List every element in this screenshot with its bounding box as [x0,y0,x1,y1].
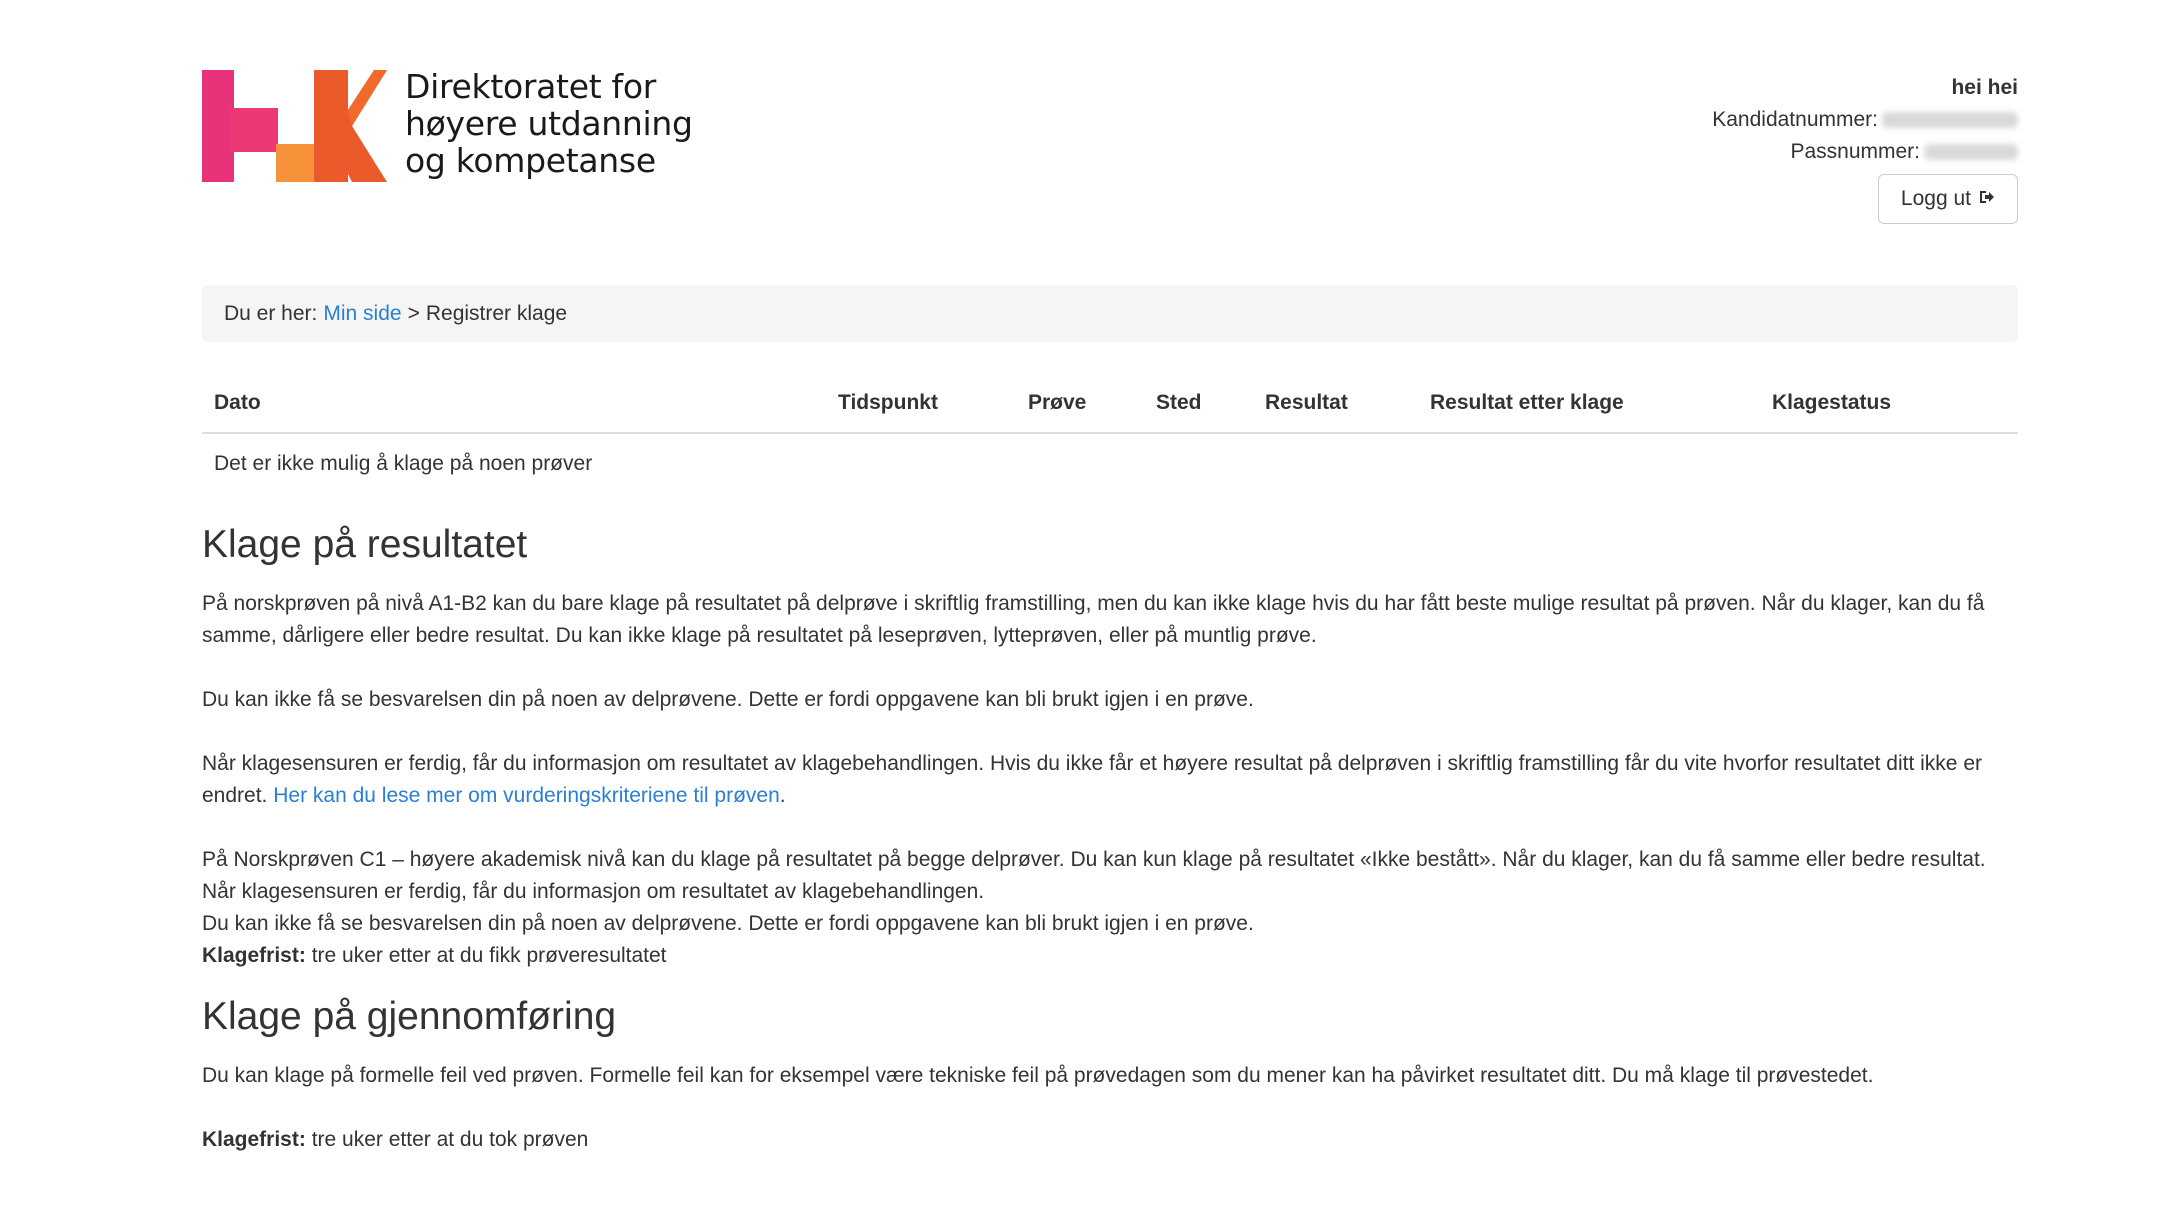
page-container [202,0,2018,1151]
passport-number-redacted [1924,144,2018,160]
result-paragraph-5: Du kan ikke få se besvarelsen din på noen av delprøvene. Dette er fordi oppgavene kan bli brukt igjen i en prøve. [202,912,1254,935]
result-paragraph-4: På Norskprøven C1 – høyere akademisk nivå kan du klage på resultatet på begge delprøver. Du kan kun klage på resultatet «Ikke bestått». Når du klager, kan du få samme eller bedre resultat. Når klagesensuren er ferdig, får du informasjon om resultatet av klagebehandlingen. [202,848,1986,903]
column-header-sted: Sted [1156,391,1202,414]
candidate-number-label: Kandidatnummer: [1712,108,1878,131]
column-header-resultat: Resultat [1265,391,1348,414]
result-paragraph-3-text: Når klagesensuren er ferdig, får du informasjon om resultatet av klagebehandlingen. Hvis du ikke får et høyere resultat på delprøven i skriftlig framstilling får du vite hvorfor resultatet ditt ikke er endret. [202,752,1982,807]
heading-klage-gjennomforing: Klage på gjennomføring [202,995,617,1038]
result-paragraph-1: På norskprøven på nivå A1-B2 kan du bare klage på resultatet på delprøve i skriftlig framstilling, men du kan ikke klage hvis du har fått beste mulige resultat på prøven. Når du klager, kan du få samme, dårligere eller bedre resultat. Du kan ikke klage på resultatet på leseprøven, lytteprøven, eller på muntlig prøve. [202,592,1985,647]
result-paragraph-3 [202,748,2018,812]
column-header-tidspunkt: Tidspunkt [838,391,938,414]
conduct-paragraph-1: Du kan klage på formelle feil ved prøven. Formelle feil kan for eksempel være tekniske feil på prøvedagen som du mener kan ha påvirket resultatet ditt. Du må klage til prøvestedet. [202,1064,1874,1087]
complaints-table [202,372,2018,494]
hkdir-logo[interactable] [202,67,693,182]
logout-button[interactable] [1878,174,2018,224]
logo-line-3: og kompetanse [405,141,656,180]
table-row [202,434,2018,494]
breadcrumb-separator: > [407,301,420,325]
conduct-deadline-label: Klagefrist: [202,1128,306,1151]
breadcrumb-prefix: Du er her: [224,301,318,325]
logo-text [405,68,693,179]
header [202,0,2018,250]
result-deadline [202,940,2018,972]
logo-line-1: Direktoratet for [405,67,656,106]
hkdir-logo-mark-icon [202,70,387,182]
column-header-dato: Dato [214,391,261,414]
conduct-deadline [202,1124,2018,1156]
logout-label: Logg ut [1900,187,1971,210]
candidate-number-row [1712,104,2018,136]
conduct-deadline-text: tre uker etter at du tok prøven [311,1128,589,1151]
sign-out-icon [1979,189,1995,210]
column-header-prove: Prøve [1028,391,1087,414]
column-header-klagestatus: Klagestatus [1772,391,1892,414]
user-info [1712,72,2018,224]
breadcrumb-current: Registrer klage [425,301,568,325]
column-header-resultat-etter-klage: Resultat etter klage [1430,391,1624,414]
passport-number-label: Passnummer: [1790,140,1920,163]
heading-klage-resultatet: Klage på resultatet [202,523,528,566]
logo-line-2: høyere utdanning [405,104,693,143]
breadcrumb-home-link[interactable]: Min side [323,301,402,325]
result-paragraph-2: Du kan ikke få se besvarelsen din på noen av delprøvene. Dette er fordi oppgavene kan bli brukt igjen i en prøve. [202,688,1254,711]
user-name: hei hei [1951,76,2018,99]
passport-number-row [1712,136,2018,168]
table-header [202,372,2018,434]
criteria-link[interactable]: Her kan du lese mer om vurderingskriteriene til prøven [273,784,780,807]
result-deadline-text: tre uker etter at du fikk prøveresultatet [311,944,667,967]
breadcrumb [202,285,2018,342]
table-empty-message: Det er ikke mulig å klage på noen prøver [214,452,593,475]
candidate-number-redacted [1882,112,2018,128]
result-deadline-label: Klagefrist: [202,944,306,967]
result-paragraph-3-end: . [779,784,786,807]
main-content [202,518,2018,1156]
